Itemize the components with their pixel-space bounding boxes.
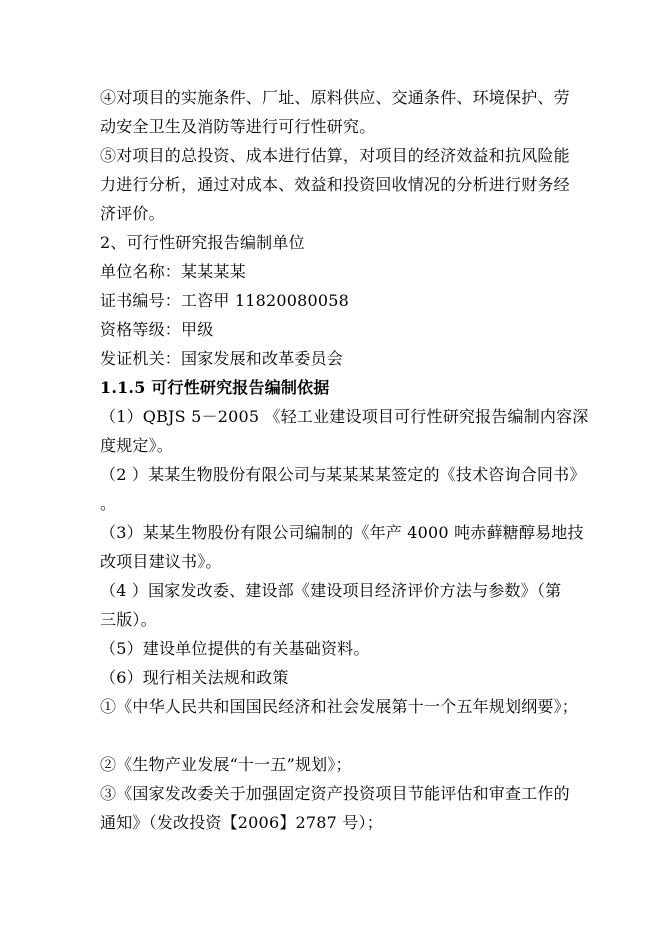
paragraph-line: 力进行分析，通过对成本、效益和投资回收情况的分析进行财务经 <box>100 175 570 194</box>
paragraph-line: 动安全卫生及消防等进行可行性研究。 <box>100 117 376 136</box>
policy-item-3: ③《国家发改委关于加强固定资产投资项目节能评估和审查工作的 <box>100 784 570 803</box>
basis-item-4: （4 ）国家发改委、建设部《建设项目经济评价方法与参数》（第 <box>100 581 562 600</box>
basis-item-1: （1）QBJS 5－2005 《轻工业建设项目可行性研究报告编制内容深 <box>100 407 589 426</box>
unit-name: 单位名称：某某某某 <box>100 262 246 281</box>
basis-item-5: （5）建设单位提供的有关基础资料。 <box>100 639 370 658</box>
certificate-number: 证书编号：工咨甲 11820080058 <box>100 291 350 310</box>
policy-item-1: ①《中华人民共和国国民经济和社会发展第十一个五年规划纲要》； <box>100 697 579 716</box>
basis-item-4-cont: 三版）。 <box>100 610 157 629</box>
basis-item-1-cont: 度规定》。 <box>100 436 174 455</box>
section-subheading: 2、可行性研究报告编制单位 <box>100 233 305 252</box>
basis-item-6: （6）现行相关法规和政策 <box>100 668 289 687</box>
paragraph-line: ⑤对项目的总投资、成本进行估算，对项目的经济效益和抗风险能 <box>100 146 570 165</box>
basis-item-3-cont: 改项目建议书》。 <box>100 552 222 571</box>
basis-item-2-cont: 。 <box>100 494 117 513</box>
paragraph-line: 济评价。 <box>100 204 165 223</box>
policy-item-2: ②《生物产业发展“十一五”规划》； <box>100 755 352 774</box>
policy-item-3-cont: 通知》（发改投资【2006】2787 号）； <box>100 813 383 832</box>
basis-item-2: （2 ）某某生物股份有限公司与某某某某签定的《技术咨询合同书》 <box>100 465 586 484</box>
issuing-authority: 发证机关：国家发展和改革委员会 <box>100 349 344 368</box>
qualification-grade: 资格等级：甲级 <box>100 320 214 339</box>
basis-item-3: （3）某某生物股份有限公司编制的《年产 4000 吨赤藓糖醇易地技 <box>100 523 584 542</box>
paragraph-line: ④对项目的实施条件、厂址、原料供应、交通条件、环境保护、劳 <box>100 88 570 107</box>
section-heading: 1.1.5 可行性研究报告编制依据 <box>100 378 330 397</box>
